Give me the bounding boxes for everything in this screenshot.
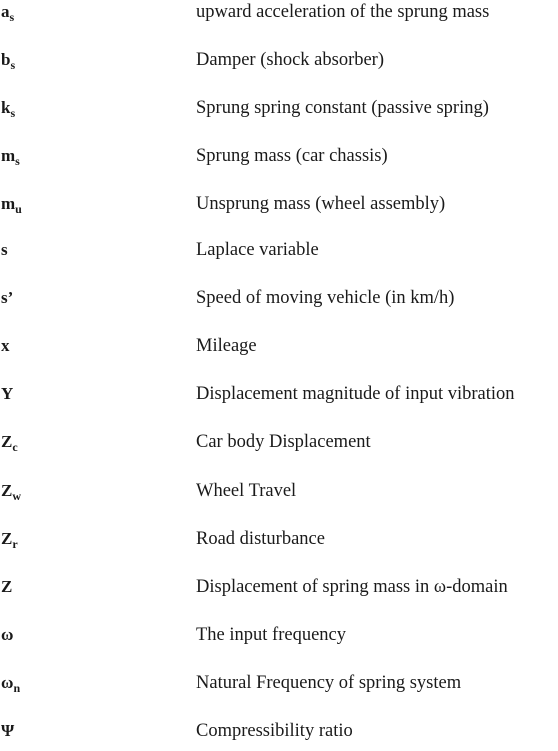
nomenclature-row <box>0 194 558 224</box>
symbol <box>1 721 14 741</box>
symbol-base: b <box>1 50 11 69</box>
symbol <box>1 50 15 70</box>
symbol <box>1 2 14 22</box>
nomenclature-row <box>0 673 558 703</box>
description: Displacement magnitude of input vibration <box>196 384 515 404</box>
symbol-subscript: s <box>15 154 20 168</box>
nomenclature-row <box>0 432 558 462</box>
description: Road disturbance <box>196 529 325 549</box>
nomenclature-row <box>0 384 558 414</box>
symbol-subscript: r <box>12 537 18 551</box>
description: upward acceleration of the sprung mass <box>196 2 490 22</box>
symbol <box>1 194 22 214</box>
symbol-base: m <box>1 194 16 213</box>
nomenclature-row <box>0 50 558 80</box>
symbol <box>1 288 13 308</box>
description: Speed of moving vehicle (in km/h) <box>196 288 455 308</box>
nomenclature-row <box>0 625 558 655</box>
symbol-base: Z <box>1 577 13 596</box>
symbol-base: Z <box>1 529 13 548</box>
description: Sprung spring constant (passive spring) <box>196 98 489 118</box>
nomenclature-row <box>0 529 558 559</box>
description: Displacement of spring mass in ω-domain <box>196 577 508 597</box>
description: Car body Displacement <box>196 432 371 452</box>
symbol-subscript: w <box>12 489 22 503</box>
symbol <box>1 146 20 166</box>
nomenclature-row <box>0 288 558 318</box>
symbol-base: s <box>1 240 8 259</box>
nomenclature-row <box>0 577 558 607</box>
nomenclature-row <box>0 98 558 128</box>
symbol-base: a <box>1 2 10 21</box>
symbol <box>1 529 18 549</box>
symbol <box>1 384 13 404</box>
symbol <box>1 577 12 597</box>
symbol-base: Z <box>1 432 13 451</box>
symbol <box>1 336 10 356</box>
symbol-base: k <box>1 98 11 117</box>
symbol-base: x <box>1 336 10 355</box>
symbol <box>1 625 13 645</box>
nomenclature-row <box>0 2 558 32</box>
symbol-base: Ψ <box>1 721 15 740</box>
description: The input frequency <box>196 625 346 645</box>
symbol-base: Z <box>1 481 13 500</box>
description: Damper (shock absorber) <box>196 50 385 70</box>
description: Sprung mass (car chassis) <box>196 146 388 166</box>
symbol-subscript: s <box>10 58 16 72</box>
symbol-subscript: n <box>13 681 21 695</box>
symbol-subscript: s <box>9 10 15 24</box>
symbol-base: s’ <box>1 288 14 307</box>
symbol <box>1 98 15 118</box>
symbol-subscript: s <box>10 106 16 120</box>
nomenclature-row <box>0 481 558 511</box>
nomenclature-row <box>0 240 558 270</box>
symbol-subscript: u <box>15 202 22 216</box>
symbol <box>1 432 18 452</box>
description: Mileage <box>196 336 257 356</box>
symbol-subscript: c <box>12 440 18 454</box>
symbol <box>1 673 20 693</box>
nomenclature-row <box>0 336 558 366</box>
symbol <box>1 481 21 501</box>
description: Wheel Travel <box>196 481 297 501</box>
symbol-base: m <box>1 146 16 165</box>
description: Natural Frequency of spring system <box>196 673 462 693</box>
description: Unsprung mass (wheel assembly) <box>196 194 446 214</box>
description: Laplace variable <box>196 240 319 260</box>
symbol-base: ω <box>1 625 14 644</box>
symbol-base: ω <box>1 673 14 692</box>
nomenclature-row <box>0 146 558 176</box>
description: Compressibility ratio <box>196 721 353 741</box>
symbol-base: Y <box>1 384 14 403</box>
nomenclature-row <box>0 721 558 751</box>
symbol <box>1 240 8 260</box>
